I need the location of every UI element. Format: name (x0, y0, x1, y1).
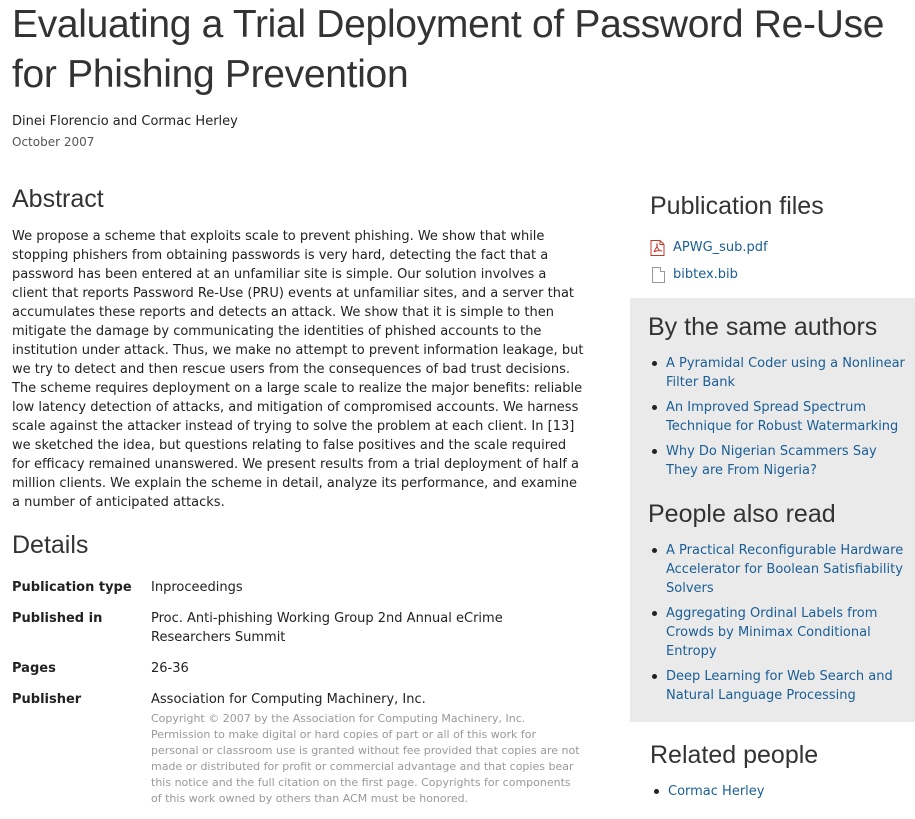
related-people-heading: Related people (650, 741, 819, 769)
same-authors-heading: By the same authors (648, 313, 878, 341)
same-authors-link[interactable]: A Pyramidal Coder using a Nonlinear Filter Bank (666, 356, 905, 390)
related-person-link[interactable]: Cormac Herley (668, 784, 765, 799)
publication-date: October 2007 (12, 135, 95, 149)
detail-label: Publication type (12, 580, 132, 595)
details-heading: Details (12, 531, 89, 559)
file-item[interactable] (650, 261, 768, 288)
authors: Dinei Florencio and Cormac Herley (12, 114, 238, 129)
file-item[interactable] (650, 234, 768, 261)
also-read-link[interactable]: Aggregating Ordinal Labels from Crowds by Minimax Conditional Entropy (666, 606, 878, 659)
page-title: Evaluating a Trial Deployment of Password Re-Use for Phishing Prevention (12, 3, 885, 96)
detail-value (151, 690, 582, 807)
people-also-read-heading: People also read (648, 500, 836, 528)
list-item (666, 604, 906, 661)
detail-row-published-in (12, 609, 582, 647)
detail-label: Published in (12, 611, 103, 626)
publication-files-heading: Publication files (650, 192, 824, 220)
list-item (666, 354, 906, 392)
list-item (666, 541, 906, 598)
list-item (666, 667, 906, 705)
detail-value: Proc. Anti-phishing Working Group 2nd Annual eCrime Researchers Summit (151, 611, 503, 645)
detail-row-pages (12, 659, 582, 678)
publication-files-list (650, 234, 768, 288)
abstract-text: We propose a scheme that exploits scale to prevent phishing. We show that while stopping phishers from obtaining passwords is very hard, detecting the fact that a password has been entered at an unfamiliar site is simple. Our solution involves a client that reports Password Re-Use (PRU) events at unfamiliar sites, and a server that accumulates these reports and detects an attack. We show that it is simple to then mitigate the damage by communicating the identities of phished accounts to the institution under attack. Thus, we make no attempt to prevent information leakage, but we try to detect and then rescue users from the consequences of bad trust decisions. The scheme requires deployment on a large scale to realize the major benefits: reliable low latency detection of attacks, and mitigation of compromised accounts. We harness scale against the attacker instead of trying to solve the problem at each client. In [13] we sketched the idea, but questions relating to false positives and the scale required for efficacy remained unanswered. We present results from a trial deployment of half a million clients. We explain the scheme in detail, analyze its performance, and examine a number of anticipated attacks. (12, 229, 584, 510)
also-read-link[interactable]: Deep Learning for Web Search and Natural Language Processing (666, 669, 893, 703)
file-link-pdf[interactable]: APWG_sub.pdf (673, 240, 768, 255)
same-authors-link[interactable]: An Improved Spread Spectrum Technique for Robust Watermarking (666, 400, 899, 434)
same-authors-list (666, 354, 906, 486)
details-table (12, 578, 582, 819)
detail-row-publisher (12, 690, 582, 807)
detail-value: Inproceedings (151, 580, 243, 595)
list-item (668, 782, 908, 801)
pdf-icon (650, 240, 665, 256)
related-people-list (668, 782, 908, 807)
file-link-bib[interactable]: bibtex.bib (673, 267, 738, 282)
detail-label: Pages (12, 661, 56, 676)
detail-row-publication-type (12, 578, 582, 597)
also-read-link[interactable]: A Practical Reconfigurable Hardware Accelerator for Boolean Satisfiability Solvers (666, 543, 904, 596)
same-authors-link[interactable]: Why Do Nigerian Scammers Say They are From Nigeria? (666, 444, 877, 478)
detail-value: 26-36 (151, 661, 189, 676)
abstract-heading: Abstract (12, 185, 104, 213)
detail-label: Publisher (12, 692, 82, 707)
copyright-notice: Copyright © 2007 by the Association for Computing Machinery, Inc. Permission to make digital or hard copies of part or all of this work for personal or classroom use is granted without fee provided that copies are not made or distributed for profit or commercial advantage and that copies bear this notice and the full citation on the first page. Copyrights for components of this work owned by others than ACM must be honored. (151, 712, 580, 805)
people-also-read-list (666, 541, 906, 711)
list-item (666, 442, 906, 480)
publisher-name: Association for Computing Machinery, Inc. (151, 692, 426, 707)
list-item (666, 398, 906, 436)
document-icon (652, 267, 665, 283)
